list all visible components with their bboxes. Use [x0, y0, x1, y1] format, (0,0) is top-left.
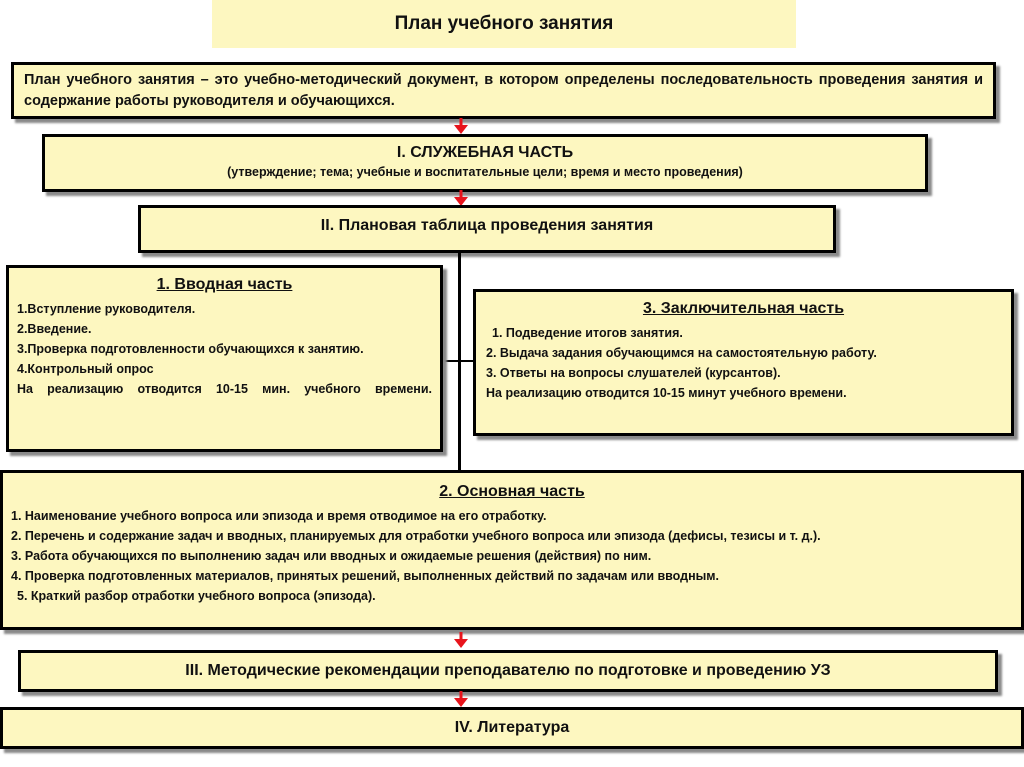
- section-plan-table: [138, 205, 836, 253]
- list-item: 4. Проверка подготовленных материалов, принятых решений, выполненных действий по задачам или вводным.: [11, 569, 720, 583]
- section-service-heading: I. СЛУЖЕБНАЯ ЧАСТЬ: [396, 144, 574, 161]
- section-service-part: [42, 134, 928, 192]
- list-item: 1. Наименование учебного вопроса или эпизода и время отводимое на его отработку.: [11, 509, 547, 523]
- section-service-subtitle: (утверждение; тема; учебные и воспитательные цели; время и место проведения): [227, 165, 743, 179]
- final-part-box: [473, 289, 1014, 436]
- connector-horizontal-line: [443, 360, 473, 362]
- main-part-box: [0, 470, 1024, 630]
- arrow-down-icon: [454, 118, 468, 134]
- list-item: 3. Ответы на вопросы слушателей (курсантов).: [486, 366, 781, 380]
- main-part-title: 2. Основная часть: [439, 483, 585, 500]
- section-method-heading: III. Методические рекомендации преподавателю по подготовке и проведению УЗ: [185, 662, 831, 679]
- list-item: 1.Вступление руководителя.: [17, 302, 196, 316]
- intro-part-title: 1. Вводная часть: [156, 276, 293, 293]
- page-title: План учебного занятия: [212, 0, 796, 48]
- section-literature-heading: IV. Литература: [454, 719, 570, 736]
- section-method-recommendations: [18, 650, 998, 692]
- list-item: На реализацию отводится 10-15 минут учебного времени.: [486, 386, 847, 400]
- list-item: 3.Проверка подготовленности обучающихся к занятию.: [17, 342, 364, 356]
- list-item: 2. Перечень и содержание задач и вводных, планируемых для отработки учебного вопроса или эпизода (дефисы, тезисы и т. д.).: [11, 529, 821, 543]
- arrow-down-icon: [454, 190, 468, 206]
- section-plan-table-heading: II. Плановая таблица проведения занятия: [320, 217, 654, 234]
- list-item: 3. Работа обучающихся по выполнению задач или вводных и ожидаемые решения (действия) по ним.: [11, 549, 652, 563]
- definition-text: План учебного занятия – это учебно-методический документ, в котором определены последовательность проведения занятия и содержание работы руководителя и обучающихся.: [24, 72, 983, 109]
- list-item: 2. Выдача задания обучающимся на самостоятельную работу.: [486, 346, 877, 360]
- final-part-title: 3. Заключительная часть: [642, 300, 845, 317]
- arrow-down-icon: [454, 691, 468, 707]
- list-item: 4.Контрольный опрос: [17, 362, 154, 376]
- section-literature: [0, 707, 1024, 749]
- arrow-down-icon: [454, 632, 468, 648]
- list-item: 1. Подведение итогов занятия.: [492, 326, 683, 340]
- list-item: 5. Краткий разбор отработки учебного вопроса (эпизода).: [17, 589, 376, 603]
- definition-box: [11, 62, 996, 119]
- intro-part-box: [6, 265, 443, 452]
- intro-time-note: На реализацию отводится 10-15 мин. учебного времени.: [17, 382, 432, 396]
- list-item: 2.Введение.: [17, 322, 92, 336]
